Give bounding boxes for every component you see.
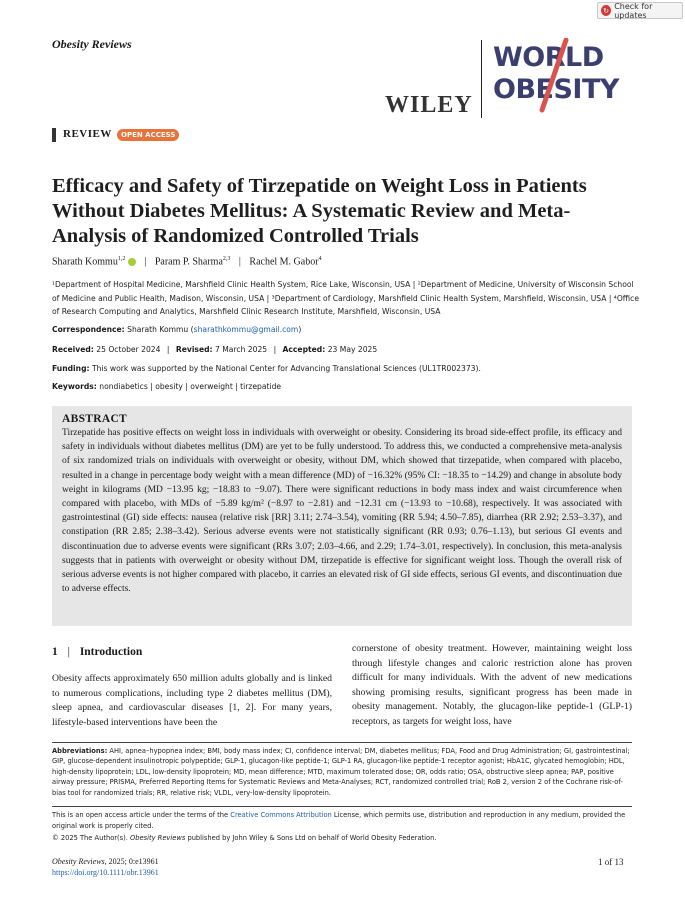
abstract-heading: ABSTRACT: [62, 413, 128, 425]
journal-name: Obesity Reviews: [52, 37, 132, 51]
author-list: Sharath Kommu$^{1,2}$ | Param P. Sharma$^{2,3}$ | Rachel M. Gabor$^4$: [52, 256, 322, 268]
keywords-text: nondiabetics | obesity | overweight | tirzepatide: [99, 382, 282, 391]
review-marker: [52, 128, 56, 142]
license-text-post: License, which permits use, distribution and reproduction in any medium, provided the original work is properly cited.: [52, 811, 626, 830]
world-obesity-slash-icon: [536, 38, 570, 114]
orcid-icon[interactable]: [128, 258, 136, 266]
funding-label: Funding:: [52, 364, 90, 373]
correspondence-email-link[interactable]: sharathkommu@gmail.com: [193, 325, 299, 334]
article-type: REVIEW: [63, 128, 112, 140]
check-for-updates-button[interactable]: [597, 2, 683, 19]
check-for-updates-label: Check for updates: [614, 1, 653, 20]
footer-journal: Obesity Reviews: [52, 857, 105, 866]
footer-citation-text: , 2025; 0:e13961: [104, 857, 159, 866]
author-name[interactable]: Sharath Kommu: [52, 256, 118, 268]
publisher-logo: WILEY: [385, 92, 473, 118]
author-name[interactable]: Rachel M. Gabor: [249, 256, 319, 268]
author-affil-sup: 2,3: [222, 256, 231, 262]
header-divider: [481, 40, 482, 118]
intro-column-left: Obesity affects approximately 650 million adults globally and is linked to numerous complications, including type 2 diabetes mellitus (DM), sleep apnea, and cardiovascular diseases [1, 2]. For many years, lifestyle-based interventions have been the: [52, 673, 332, 728]
abbreviations-label: Abbreviations:: [52, 747, 108, 755]
copyright-journal: Obesity Reviews: [130, 834, 186, 843]
funding-text: This work was supported by the National Center for Advancing Translational Sciences (UL1TR002373).: [91, 364, 481, 373]
abbreviations-text: AHI, apnea–hypopnea index; BMI, body mass index; CI, confidence interval; DM, diabetes mellitus; FDA, Food and Drug Administration; GI, gastrointestinal; GIP, glucose-dependent insulinotropic polypeptide; GLP-1, glucagon-like peptide-1; GLP-1 RA, glucagon-like peptide-1 receptor agonist; HbA1C, glycated hemoglobin; HDL, high-density lipoprotein; LDL, low-density lipoprotein; MD, mean difference; MTD, maximum tolerated dose; OR, odds ratio; OSA, obstructive sleep apnea; PAP, positive airway pressure; PRISMA, Preferred Reporting Items for Systematic Reviews and Meta-Analyses; RCT, randomized controlled trial; RoB 2, version 2 of the Cochrane risk-of-bias tool for randomized trials; RR, relative risk; VLDL, very-low-density lipoprotein.: [52, 747, 630, 797]
refresh-icon: ↻: [601, 5, 611, 16]
section-number: 1: [52, 646, 58, 658]
footer-citation: [52, 856, 159, 878]
revised-date: 7 March 2025: [215, 345, 268, 354]
license-notice: [52, 810, 632, 844]
abbreviations: [52, 746, 632, 798]
revised-label: Revised:: [175, 345, 213, 354]
article-title: Efficacy and Safety of Tirzepatide on Weight Loss in Patients Without Diabetes Mellitus: A Systematic Review and Meta-Analysis of Randomized Controlled Trials: [52, 175, 587, 247]
accepted-date: 23 May 2025: [327, 345, 378, 354]
received-date: 25 October 2024: [96, 345, 161, 354]
author-affil-sup: 4: [318, 256, 322, 262]
copyright-post: published by John Wiley & Sons Ltd on behalf of World Obesity Federation.: [185, 834, 437, 843]
abstract-text: Tirzepatide has positive effects on weight loss in individuals with overweight or obesity. Considering its broad side-effect profile, its efficacy and safety in individuals without diabetes mellitus (DM) are yet to be fully understood. To address this, we conducted a comprehensive meta-analysis of six randomized trials on individuals with overweight or obesity, without DM, which showed that tirzepatide, when compared with placebo, resulted in a change in percentage body weight with a mean difference (MD) of −16.32% (95% CI: −18.35 to −14.29) and change in absolute body weight in kilograms (MD −13.95 kg; −18.83 to −9.07). There were significant reductions in body mass index and waist circumference when compared with placebo, with MDs of −5.89 kg/m² (−8.97 to −2.81) and −12.31 cm (−13.93 to −10.68), respectively. It was associated with gastrointestinal (GI) side effects: nausea (relative risk [RR] 3.11; 2.74–3.54), vomiting (RR 5.94; 4.50–7.85), diarrhea (RR 2.92; 2.53–3.37), and constipation (RR 2.85; 2.38–3.42). Serious adverse events were not statistically significant (RR 0.93; 0.76–1.13), but serious GI events and discontinuation due to adverse events were significant (RRs 3.07; 2.03–4.66, and 2.29; 1.74–3.01, respectively). In conclusion, this meta-analysis suggests that in patients with overweight or obesity without DM, tirzepatide is effective for significant weight loss. Though the overall risk of serious adverse events is not higher compared with placebo, it carries an elevated risk of GI side effects, serious GI events, and discontinuation due to adverse effects.: [62, 428, 622, 595]
world-obesity-logo-line2: OBESITY: [493, 74, 619, 105]
page-number: 1 of 13: [598, 857, 624, 867]
world-obesity-logo-line1: WORLD: [493, 42, 604, 73]
divider: [52, 742, 632, 743]
received-label: Received:: [52, 345, 94, 354]
creative-commons-link[interactable]: Creative Commons Attribution: [230, 811, 332, 819]
accepted-label: Accepted:: [282, 345, 326, 354]
correspondence: Correspondence: Sharath Kommu (sharathkommu@gmail.com): [52, 325, 302, 334]
author-name[interactable]: Param P. Sharma: [154, 256, 223, 268]
keywords-label: Keywords:: [52, 382, 97, 391]
correspondence-name: Sharath Kommu: [127, 325, 189, 334]
correspondence-label: Correspondence:: [52, 325, 125, 334]
open-access-badge: OPEN ACCESS: [117, 129, 179, 141]
section-title: Introduction: [79, 646, 143, 658]
copyright-pre: © 2025 The Author(s).: [52, 834, 130, 843]
article-dates: Received: 25 October 2024 | Revised: 7 March 2025 | Accepted: 23 May 2025: [52, 345, 378, 354]
intro-column-right: cornerstone of obesity treatment. However, maintaining weight loss through lifestyle changes and caloric restriction alone has proven difficult for many individuals. With the advent of new medications showing promising results, significant progress has been made in obesity management. Notably, the glucagon-like peptide-1 (GLP-1) receptors, as targets for weight loss, have: [352, 643, 632, 727]
divider: [52, 806, 632, 807]
affiliations: ¹Department of Hospital Medicine, Marshfield Clinic Health System, Rice Lake, Wisconsin, USA | ²Department of Medicine, University of Wisconsin School of Medicine and Public Health, Madison, Wisconsin, USA | ³Department of Cardiology, Marshfield Clinic Health System, Marshfield, Wisconsin, USA | ⁴Office of Research Computing and Analytics, Marshfield Clinic Research Institute, Marshfield, Wisconsin, USA: [52, 280, 639, 316]
author-affil-sup: 1,2: [117, 256, 126, 262]
doi-link[interactable]: https://doi.org/10.1111/obr.13961: [52, 868, 159, 877]
keywords: [52, 382, 281, 391]
section-heading-introduction: 1 | Introduction: [52, 646, 143, 658]
abstract-box: [52, 406, 632, 626]
license-text-pre: This is an open access article under the terms of the: [52, 811, 231, 819]
funding: [52, 364, 481, 373]
